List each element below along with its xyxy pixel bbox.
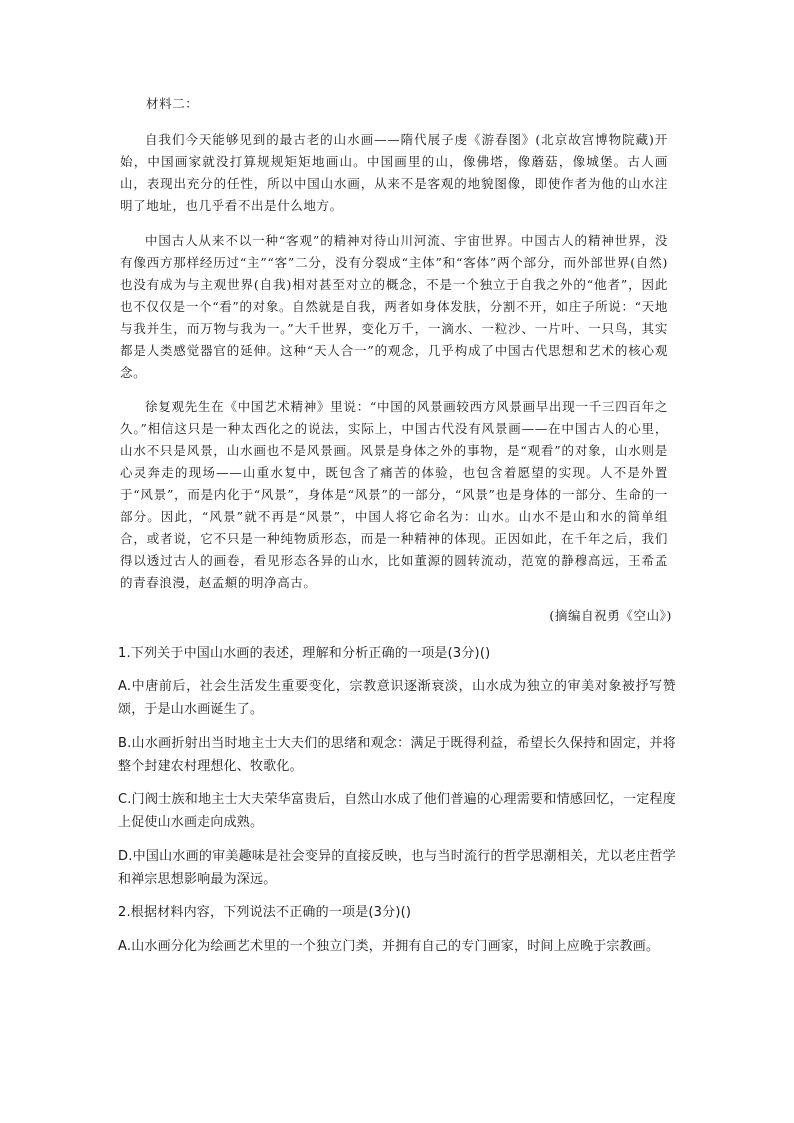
material-paragraph-1: 自我们今天能够见到的最古老的山水画——隋代展子虔《游春图》(北京故宫博物院藏)开始，中国画家就没打算规规矩矩地画山。中国画里的山，像佛塔，像蘑菇，像城堡。古人画山，表现出充分的任性，所以中国山水画，从来不是客观的地貌图像，即使作者为他的山水注明了地址，也几乎看不出是什么地方。 xyxy=(120,132,668,213)
question-1-option-a: A.中唐前后，社会生活发生重要变化，宗教意识逐渐衰淡，山水成为独立的审美对象被抒写赞颂，于是山水画诞生了。 xyxy=(118,679,676,717)
question-1-option-d: D.中国山水画的审美趣味是社会变异的直接反映，也与当时流行的哲学思潮相关，尤以老庄哲学和禅宗思想影响最为深远。 xyxy=(118,849,676,887)
question-2-option-a: A.山水画分化为绘画艺术里的一个独立门类，并拥有自己的专门画家，时间上应晚于宗教画。 xyxy=(118,939,660,954)
question-2-stem: 2.根据材料内容，下列说法不正确的一项是(3分)() xyxy=(118,905,412,920)
material-paragraph-3: 徐复观先生在《中国艺术精神》里说：“中国的风景画较西方风景画早出现一千三四百年之久。”相信这只是一种太西化之的说法，实际上，中国古代没有风景画——在中国古人的心里，山水不只是风景，山水画也不是风景画。风景是身体之外的事物，是“观看”的对象，山水则是心灵奔走的现场——山重水复中，既包含了痛苦的体验，也包含着愿望的实现。人不是外置于“风景”，而是内化于“风景”，身体是“风景”的一部分，“风景”也是身体的一部分、生命的一部分。因此，“风景”就不再是“风景”，中国人将它命名为：山水。山水不是山和水的简单组合，或者说，它不只是一种纯物质形态，而是一种精神的体现。正因如此，在千年之后，我们得以透过古人的画卷，看见形态各异的山水，比如董源的圆转流动，范宽的静穆高远，王希孟的青春浪漫，赵孟頫的明净高古。 xyxy=(120,399,668,590)
question-1-stem: 1.下列关于中国山水画的表述，理解和分析正确的一项是(3分)() xyxy=(118,646,491,661)
material-heading: 材料二： xyxy=(146,96,199,111)
question-1-option-b: B.山水画折射出当时地主士大夫们的思绪和观念：满足于既得利益，希望长久保持和固定，并将整个封建农村理想化、牧歌化。 xyxy=(118,736,676,774)
source-citation: (摘编自祝勇《空山》) xyxy=(549,608,672,623)
material-paragraph-2: 中国古人从来不以一种“客观”的精神对待山川河流、宇宙世界。中国古人的精神世界，没有像西方那样经历过“主”“客”二分，没有分裂成“主体”和“客体”两个部分，而外部世界(自然)也没有成为与主观世界(自我)相对甚至对立的概念，不是一个独立于自我之外的“他者”，因此也不仅仅是一个“看”的对象。自然就是自我，两者如身体发肤，分割不开，如庄子所说：“天地与我并生，而万物与我为一。”大千世界，变化万千，一滴水、一粒沙、一片叶、一只鸟，其实都是人类感觉器官的延伸。这种“天人合一”的观念，几乎构成了中国古代思想和艺术的核心观念。 xyxy=(120,233,668,380)
question-1-option-c: C.门阀士族和地主士大夫荣华富贵后，自然山水成了他们普遍的心理需要和情感回忆，一定程度上促使山水画走向成熟。 xyxy=(118,792,676,830)
